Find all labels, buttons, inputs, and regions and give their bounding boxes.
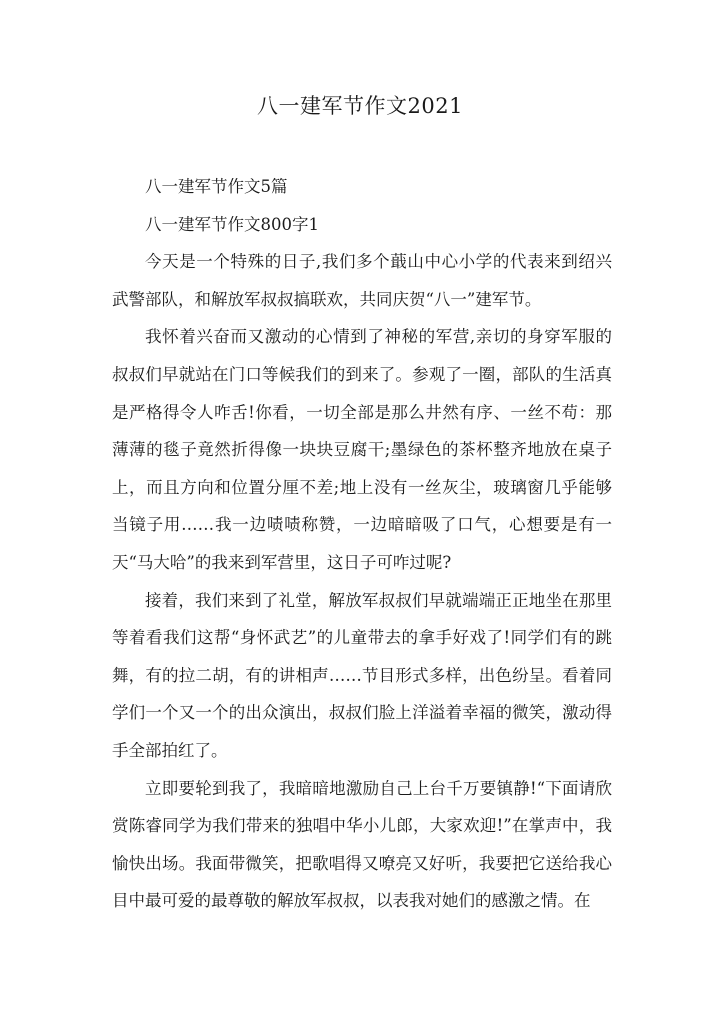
paragraph-barracks: 我怀着兴奋而又激动的心情到了神秘的军营,亲切的身穿军服的叔叔们早就站在门口等候我们的到来了。参观了一圈，部队的生活真是严格得令人咋舌!你看，一切全部是那么井然有序、一丝不苟：那薄薄的毯子竟然折得像一块块豆腐干;墨绿色的茶杯整齐地放在桌子上，而且方向和位置分厘不差;地上没有一丝灰尘，玻璃窗几乎能够当镜子用……我一边啧啧称赞，一边暗暗吸了口气，心想要是有一天“马大哈”的我来到军营里，这日子可咋过呢? bbox=[112, 327, 612, 572]
paragraph-performance: 立即要轮到我了，我暗暗地激励自己上台千万要镇静!“下面请欣赏陈睿同学为我们带来的独唱中华小儿郎，大家欢迎!”在掌声中，我愉快出场。我面带微笑，把歌唱得又嘹亮又好听，我要把它送给我心目中最可爱的最尊敬的解放军叔叔，以表我对她们的感激之情。在 bbox=[112, 778, 612, 911]
document-title: 八一建军节作文2021 bbox=[257, 94, 463, 118]
paragraph-heading: 八一建军节作文800字1 bbox=[145, 214, 319, 234]
document-body bbox=[112, 168, 612, 920]
paragraph-intro: 今天是一个特殊的日子,我们多个蕺山中心小学的代表来到绍兴武警部队，和解放军叔叔搞联欢，共同庆贺“八一”建军节。 bbox=[112, 252, 612, 309]
paragraph-subtitle: 八一建军节作文5篇 bbox=[145, 177, 288, 196]
paragraph-auditorium: 接着，我们来到了礼堂，解放军叔叔们早就端端正正地坐在那里等着看我们这帮“身怀武艺”的儿童带去的拿手好戏了!同学们有的跳舞，有的拉二胡，有的讲相声……节目形式多样，出色纷呈。看着同学们一个又一个的出众演出，叔叔们脸上洋溢着幸福的微笑，激动得手全部拍红了。 bbox=[112, 590, 612, 760]
